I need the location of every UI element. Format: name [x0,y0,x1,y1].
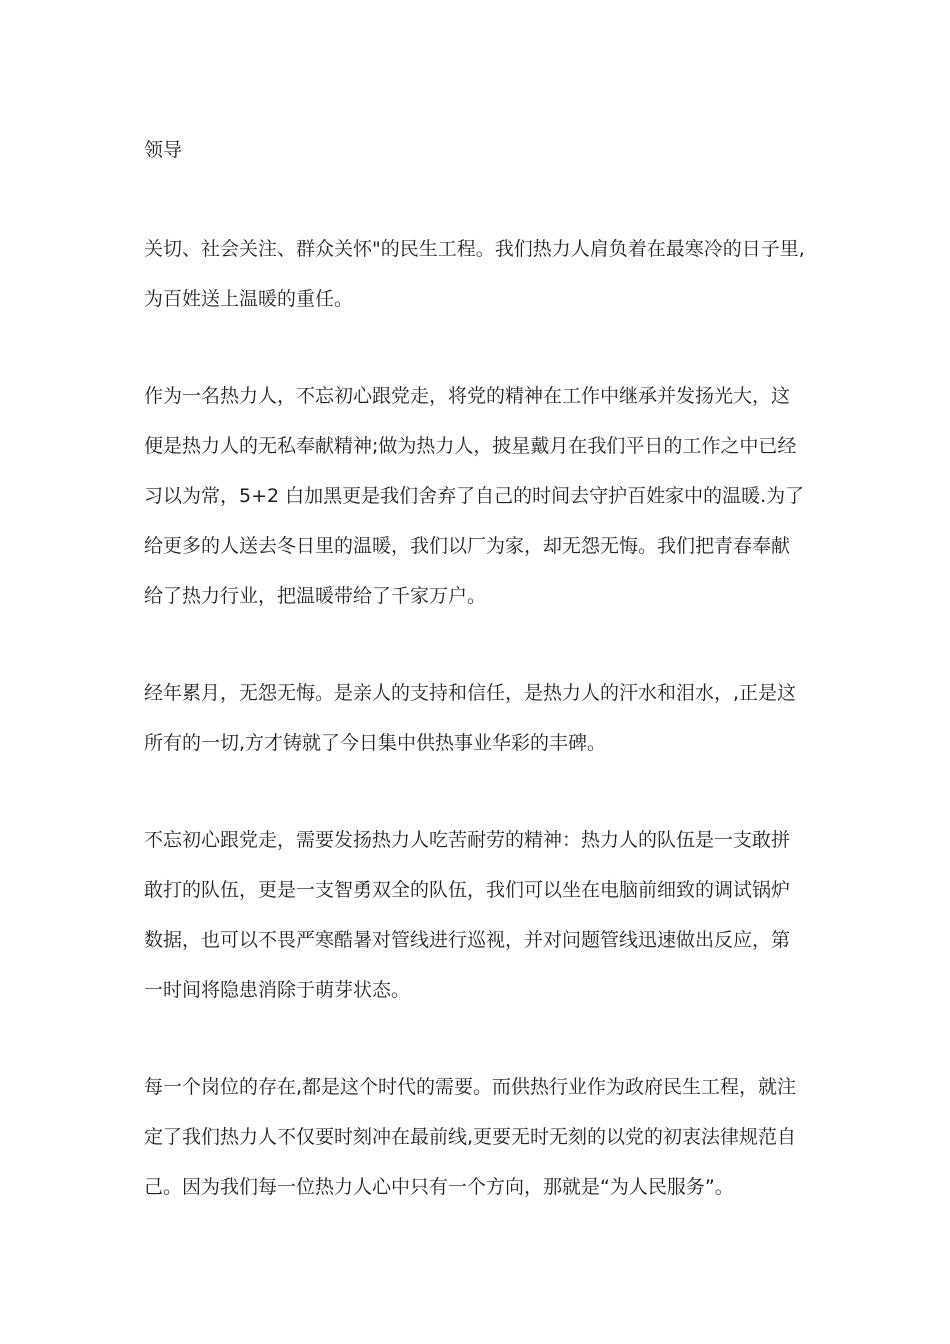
paragraph-2-line-5: 给了热力行业，把温暖带给了千家万户。 [144,585,487,607]
paragraph-4-line-2: 敢打的队伍，更是一支智勇双全的队伍，我们可以坐在电脑前细致的调试锅炉 [144,879,791,901]
paragraph-1-line-2: 为百姓送上温暖的重任。 [144,288,354,310]
paragraph-4-line-1: 不忘初心跟党走，需要发扬热力人吃苦耐劳的精神：热力人的队伍是一支敢拼 [144,829,791,851]
paragraph-5-line-1: 每一个岗位的存在,都是这个时代的需要。而供热行业作为政府民生工程，就注 [144,1076,797,1098]
paragraph-2-line-2: 便是热力人的无私奉献精神;做为热力人，披星戴月在我们平日的工作之中已经 [144,435,797,457]
paragraph-3-line-2: 所有的一切,方才铸就了今日集中供热事业华彩的丰碑。 [144,732,607,754]
paragraph-2-line-4: 给更多的人送去冬日里的温暖，我们以厂为家，却无怨无悔。我们把青春奉献 [144,535,791,557]
paragraph-2-line-1: 作为一名热力人，不忘初心跟党走，将党的精神在工作中继承并发扬光大，这 [144,385,791,407]
paragraph-4-line-4: 一时间将隐患消除于萌芽状态。 [144,979,411,1001]
paragraph-3-line-1: 经年累月，无怨无悔。是亲人的支持和信任，是热力人的汗水和泪水，,正是这 [144,682,797,704]
paragraph-5-line-2: 定了我们热力人不仅要时刻冲在最前线,更要无时无刻的以党的初衷法律规范自 [144,1126,797,1148]
document-heading: 领导 [144,139,183,161]
paragraph-2-line-3: 习以为常，5+2 白加黑更是我们舍弃了自己的时间去守护百姓家中的温暖.为了 [144,485,805,507]
paragraph-5-line-3: 己。因为我们每一位热力人心中只有一个方向，那就是“为人民服务”。 [144,1176,734,1198]
paragraph-1-line-1: 关切、社会关注、群众关怀"的民生工程。我们热力人肩负着在最寒冷的日子里, [144,238,805,260]
paragraph-4-line-3: 数据，也可以不畏严寒酷暑对管线进行巡视，并对问题管线迅速做出反应，第 [144,929,791,951]
